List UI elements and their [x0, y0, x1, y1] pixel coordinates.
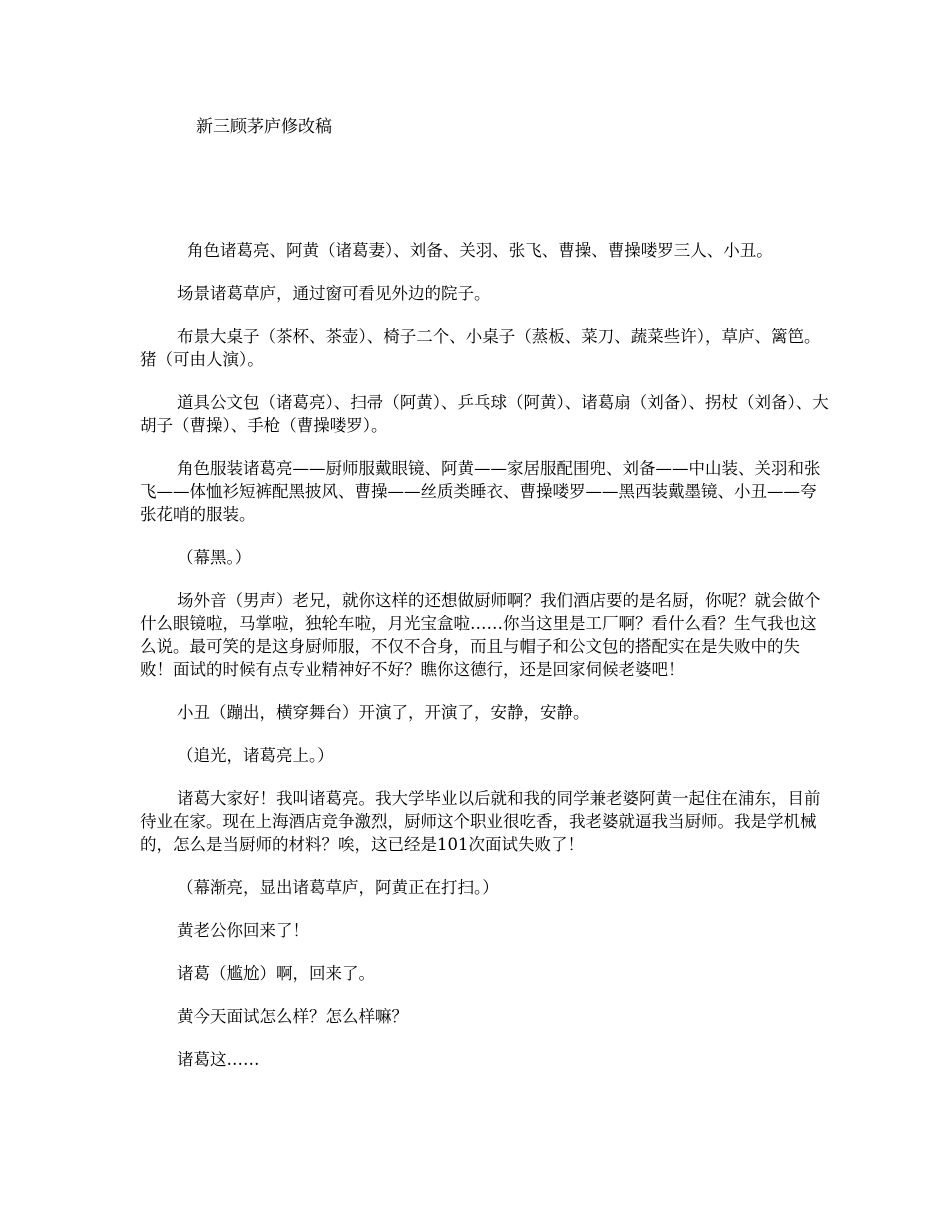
paragraph-offstage-voice: 场外音（男声）老兄，就你这样的还想做厨师啊？我们酒店要的是名厨，你呢？就会做个什么眼镜啦，马掌啦，独轮车啦，月光宝盒啦……你当这里是工厂啊？看什么看？生气我也这么说。最可笑的是这身厨师服，不仅不合身，而且与帽子和公文包的搭配实在是失败中的失败！面试的时候有点专业精神好不好？瞧你这德行，还是回家伺候老婆吧！: [140, 591, 821, 679]
paragraph-dialogue: 黄老公你回来了！: [177, 921, 309, 940]
document-title: 新三顾茅庐修改稿: [196, 117, 332, 137]
paragraph-props: 道具公文包（诸葛亮）、扫帚（阿黄）、乒乓球（阿黄）、诸葛扇（刘备）、拐杖（刘备）、大胡子（曹操）、手枪（曹操喽罗）。: [140, 393, 829, 435]
paragraph-dialogue: 诸葛（尴尬）啊，回来了。: [177, 964, 375, 983]
document-body: [140, 239, 830, 1091]
paragraph-scene: 场景诸葛草庐，通过窗可看见外边的院子。: [177, 284, 491, 303]
paragraph-zhuge-monologue: 诸葛大家好！我叫诸葛亮。我大学毕业以后就和我的同学兼老婆阿黄一起住在浦东，目前待业在家。现在上海酒店竞争激烈，厨师这个职业很吃香，我老婆就逼我当厨师。我是学机械的，怎么是当厨师的材料？唉，这已经是101次面试失败了！: [140, 789, 821, 854]
paragraph-clown: 小丑（蹦出，横穿舞台）开演了，开演了，安静，安静。: [177, 703, 590, 722]
paragraph-stage-direction: （幕渐亮，显出诸葛草庐，阿黄正在打扫。）: [177, 878, 499, 897]
paragraph-set: 布景大桌子（茶杯、茶壶）、椅子二个、小桌子（蒸板、菜刀、蔬菜些许），草庐、篱笆。猪（可由人演）。: [140, 327, 821, 369]
paragraph-dialogue: 诸葛这……: [177, 1050, 260, 1069]
paragraph-stage-direction: （幕黑。）: [177, 548, 252, 567]
paragraph-roles: 角色诸葛亮、阿黄（诸葛妻）、刘备、关羽、张飞、曹操、曹操喽罗三人、小丑。: [187, 241, 773, 260]
paragraph-costumes: 角色服装诸葛亮——厨师服戴眼镜、阿黄——家居服配围兜、刘备——中山装、关羽和张飞——体恤衫短裤配黑披风、曹操——丝质类睡衣、曹操喽罗——黑西装戴墨镜、小丑——夸张花哨的服装。: [140, 459, 821, 524]
paragraph-dialogue: 黄今天面试怎么样？怎么样嘛？: [177, 1007, 408, 1026]
paragraph-stage-direction: （追光，诸葛亮上。）: [177, 746, 334, 765]
